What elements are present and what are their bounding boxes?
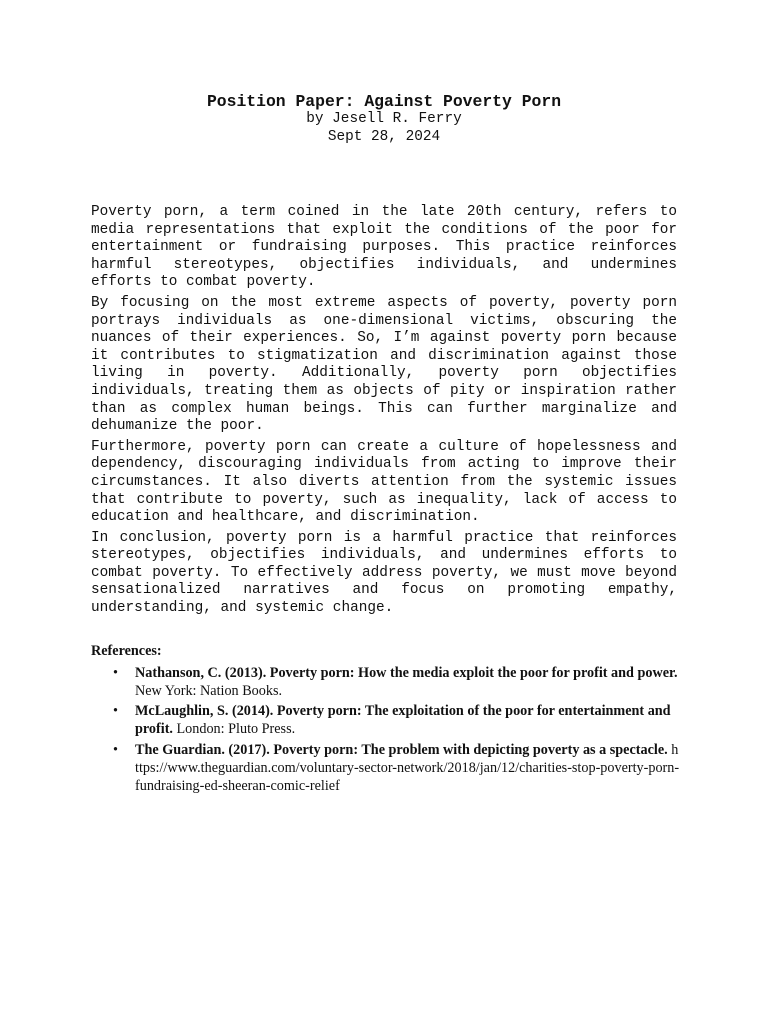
document-title: Position Paper: Against Poverty Porn — [206, 92, 562, 111]
body-paragraph: By focusing on the most extreme aspects of poverty, poverty porn portrays individuals as one-dimensional victims, obscuring the nuances of their experiences. So, I’m against poverty porn because it contributes to stigmatization and discrimination against those living in poverty. Additionally, poverty porn objectifies individuals, treating them as objects of pity or inspiration rather than as complex human beings. This can further marginalize and dehumanize the poor. — [91, 294, 677, 435]
body-paragraph: In conclusion, poverty porn is a harmful practice that reinforces stereotypes, objectifies individuals, and undermines efforts to combat poverty. To effectively address poverty, we must move beyond sensationalized narratives and focus on promoting empathy, understanding, and systemic change. — [91, 529, 677, 617]
reference-item — [91, 742, 681, 795]
reference-citation: Nathanson, C. (2013). Poverty porn: How the media exploit the poor for profit and power. — [135, 664, 678, 681]
references-heading: References: — [91, 643, 162, 659]
bullet-icon: • — [113, 664, 118, 681]
reference-publisher: New York: Nation Books. — [135, 682, 283, 699]
references-section — [91, 643, 681, 798]
reference-url: https://www.theguardian.com/voluntary-sector-network/2018/jan/12/charities-stop-poverty-porn-fundraising-ed-sheeran-comic-relief — [135, 741, 680, 794]
reference-publisher: London: Pluto Press. — [172, 721, 296, 738]
document-body — [91, 204, 677, 621]
reference-item — [91, 703, 681, 739]
document-byline: by Jesell R. Ferry — [306, 111, 462, 127]
reference-citation: The Guardian. (2017). Poverty porn: The problem with depicting poverty as a spectacle. — [135, 741, 668, 758]
body-paragraph: Poverty porn, a term coined in the late 20th century, refers to media representations that exploit the conditions of the poor for entertainment or fundraising purposes. This practice reinforces harmful stereotypes, objectifies individuals, and undermines efforts to combat poverty. — [91, 204, 677, 291]
references-list — [91, 665, 681, 796]
bullet-icon: • — [113, 741, 118, 758]
document-header — [0, 92, 768, 146]
reference-citation: McLaughlin, S. (2014). Poverty porn: The exploitation of the poor for entertainment and profit. — [135, 703, 671, 738]
body-paragraph: Furthermore, poverty porn can create a culture of hopelessness and dependency, discouraging individuals from acting to improve their circumstances. It also diverts attention from the systemic issues that contribute to poverty, such as inequality, lack of access to education and healthcare, and discrimination. — [91, 438, 677, 526]
bullet-icon: • — [113, 703, 118, 720]
reference-item — [91, 665, 681, 701]
document-date: Sept 28, 2024 — [327, 128, 441, 145]
